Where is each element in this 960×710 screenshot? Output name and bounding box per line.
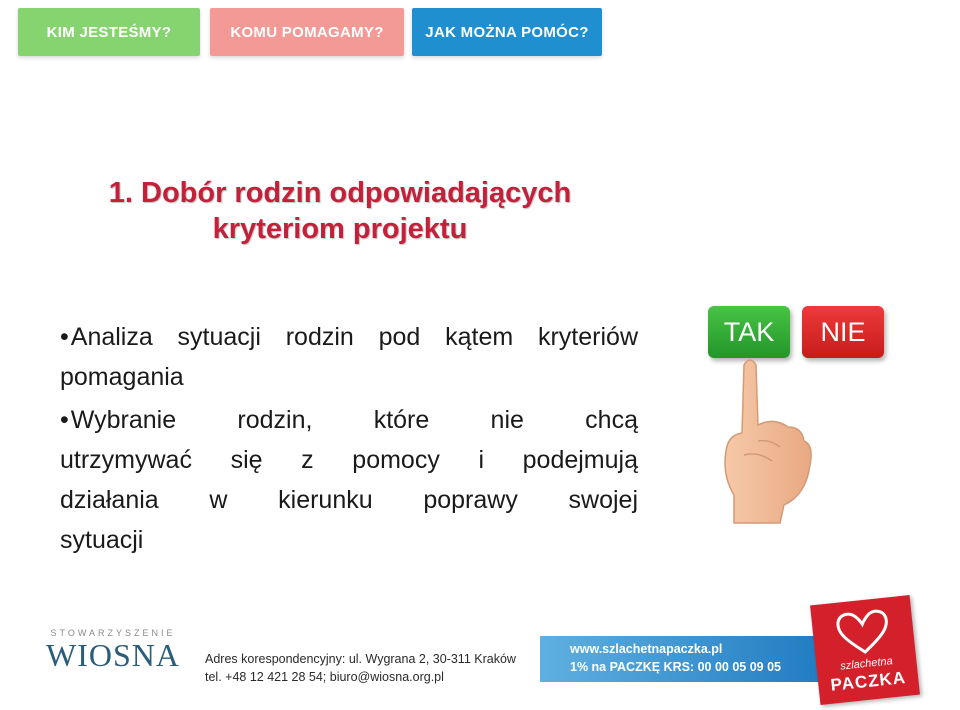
campaign-bar (540, 636, 840, 682)
yes-no-illustration (700, 300, 900, 530)
slide-title-line1: 1. Dobór rodzin odpowiadających (108, 177, 572, 209)
address-block (205, 650, 516, 686)
bullet-item (60, 317, 638, 397)
address-line: Adres korespondencyjny: ul. Wygrana 2, 30-311 Kraków (205, 652, 516, 666)
wiosna-logo (38, 628, 188, 672)
footer (0, 590, 960, 710)
yes-button: TAK (708, 306, 790, 358)
bullet-dot: • (60, 323, 69, 351)
tab-komu-pomagamy[interactable]: KOMU POMAGAMY? (210, 8, 404, 56)
no-button: NIE (802, 306, 884, 358)
top-navigation (0, 0, 960, 62)
pointing-hand-icon (714, 355, 824, 525)
bullet-item (60, 400, 638, 560)
heart-icon (833, 605, 894, 659)
szlachetna-paczka-logo (810, 595, 920, 705)
bullet-list (60, 317, 638, 563)
krs-info: 1% na PACZKĘ KRS: 00 00 05 09 05 (570, 660, 781, 674)
logo-subtitle: STOWARZYSZENIE (50, 628, 176, 638)
contact-line: tel. +48 12 421 28 54; biuro@wiosna.org.pl (205, 670, 444, 684)
slide-title (60, 175, 620, 247)
badge-line1: szlachetna (839, 655, 894, 673)
tab-jak-mozna-pomoc[interactable]: JAK MOŻNA POMÓC? (412, 8, 602, 56)
bullet-text: Wybranie rodzin, które nie chcą utrzymywać się z pomocy i podejmują działania w kierunku poprawy swojej sytuacji (60, 406, 638, 554)
logo-name: WIOSNA (46, 637, 180, 673)
badge-line2: PACZKA (829, 667, 907, 695)
slide-title-line2: kryteriom projektu (212, 213, 468, 245)
tab-kim-jestesmy[interactable]: KIM JESTEŚMY? (18, 8, 200, 56)
bullet-dot: • (60, 406, 69, 434)
website-link[interactable]: www.szlachetnapaczka.pl (570, 642, 723, 656)
bullet-text: Analiza sytuacji rodzin pod kątem kryteriów pomagania (60, 323, 638, 391)
